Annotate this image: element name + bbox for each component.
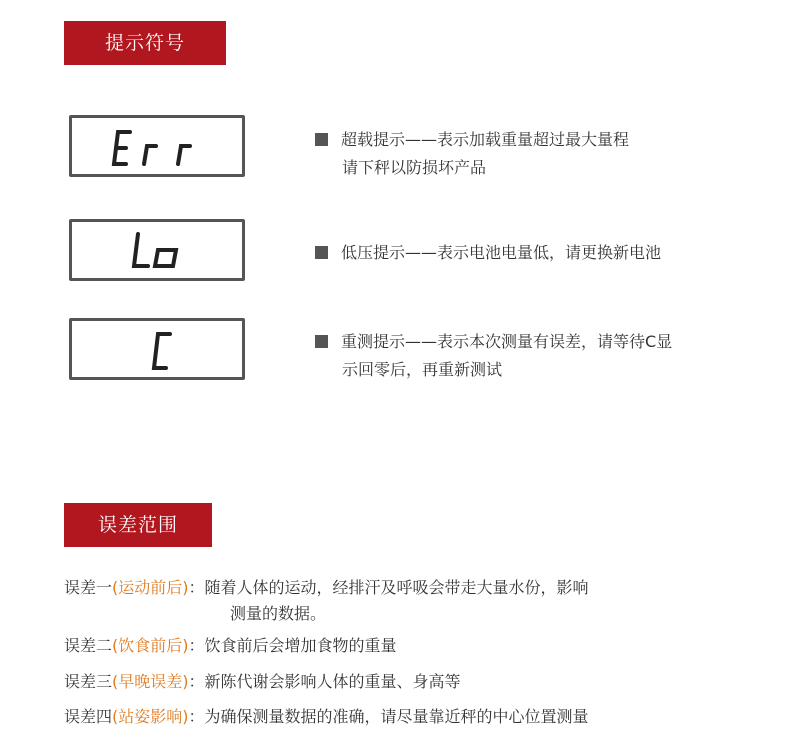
- error-text: 饮食前后会增加食物的重量: [204, 636, 397, 655]
- lcd-display-err: [69, 115, 245, 177]
- error-cause: 饮食前后: [118, 636, 183, 655]
- error-cause: 站姿影响: [118, 707, 183, 726]
- error-cause: 早晚误差: [118, 672, 183, 691]
- desc-overload-dash: ——: [405, 130, 438, 149]
- colon: ：: [188, 636, 205, 655]
- section-title-error-range: 误差范围: [64, 503, 212, 547]
- desc-remeasure-text: 表示本次测量有误差，请等待C显: [437, 332, 673, 351]
- paren-close: ): [182, 636, 189, 655]
- desc-overload-text2: 请下秤以防损坏产品: [342, 158, 487, 177]
- error-text: 随着人体的运动，经排汗及呼吸会带走大量水份，影响: [204, 578, 589, 597]
- square-bullet-icon: [315, 246, 328, 259]
- error-text: 为确保测量数据的准确，请尽量靠近秤的中心位置测量: [204, 707, 589, 726]
- paren-close: ): [182, 707, 189, 726]
- lcd-lo-glyphs: [72, 222, 248, 284]
- desc-overload: [315, 126, 629, 182]
- colon: ：: [188, 578, 205, 597]
- colon: ：: [188, 707, 205, 726]
- paren-close: ): [182, 578, 189, 597]
- error-text: 新陈代谢会影响人体的重量、身高等: [204, 672, 461, 691]
- error-item-time-of-day: [64, 669, 461, 695]
- square-bullet-icon: [315, 335, 328, 348]
- lcd-display-c: [69, 318, 245, 380]
- error-label: 误差三: [64, 672, 113, 691]
- desc-overload-title: 超载提示: [341, 130, 406, 149]
- square-bullet-icon: [315, 133, 328, 146]
- section-title-hint-symbols: 提示符号: [64, 21, 226, 65]
- desc-low-title: 低压提示: [341, 243, 406, 262]
- desc-remeasure: [315, 328, 672, 384]
- paren-open: (: [112, 578, 119, 597]
- paren-open: (: [112, 672, 119, 691]
- lcd-display-lo: [69, 219, 245, 281]
- desc-low-dash: ——: [405, 243, 438, 262]
- lcd-err-glyphs: [72, 118, 248, 180]
- error-label: 误差二: [64, 636, 113, 655]
- desc-remeasure-text2: 示回零后，再重新测试: [342, 360, 503, 379]
- desc-low-text: 表示电池电量低，请更换新电池: [437, 243, 662, 262]
- desc-remeasure-dash: ——: [405, 332, 438, 351]
- paren-open: (: [112, 707, 119, 726]
- desc-overload-text: 表示加载重量超过最大量程: [437, 130, 630, 149]
- lcd-c-glyphs: [72, 321, 248, 383]
- paren-open: (: [112, 636, 119, 655]
- error-cause: 运动前后: [118, 578, 183, 597]
- error-label: 误差四: [64, 707, 113, 726]
- error-item-exercise: [64, 575, 589, 623]
- desc-remeasure-title: 重测提示: [341, 332, 406, 351]
- error-text-continued: 测量的数据。: [230, 604, 327, 623]
- colon: ：: [188, 672, 205, 691]
- error-item-diet: [64, 633, 397, 659]
- error-label: 误差一: [64, 578, 113, 597]
- desc-low-battery: [315, 239, 661, 267]
- error-item-posture: [64, 704, 589, 730]
- paren-close: ): [182, 672, 189, 691]
